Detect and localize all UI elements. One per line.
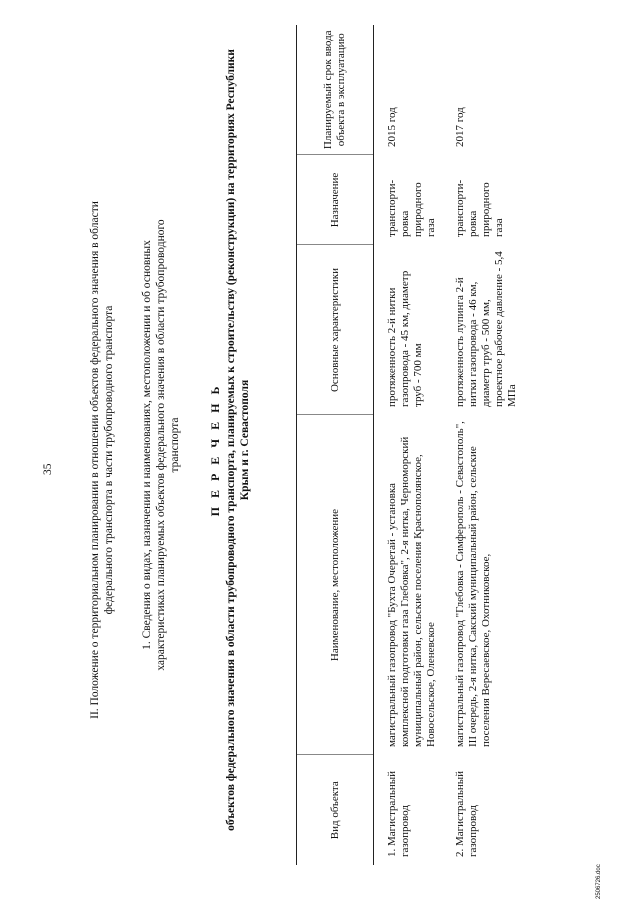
header-purpose: Назначение (297, 155, 374, 245)
cell-type: 2. Магистральный газопровод (454, 770, 479, 857)
cell-name: магистральный газопровод "Бухта Очеретай - установка комплексной подготовки газа Глебовка", 2-я нитка, Черноморский муниципальный район, сельские поселения Краснополянское, Новосельское, Оленевское (386, 436, 437, 747)
page-number: 35 (42, 463, 54, 475)
cell-term: 2017 год (454, 107, 466, 147)
list-title: П Е Р Е Ч Е Н Ь (208, 383, 222, 517)
subsection-heading: 1. Сведения о видах, назначении и наименованиях, местоположении и об основных характеристиках планируемых объектов федерального значения в области трубопроводного транспорта (141, 219, 181, 671)
header-characteristics: Основные характеристики (297, 245, 374, 415)
table-row (374, 25, 445, 865)
header-type: Вид объекта (297, 755, 374, 865)
objects-table (296, 25, 525, 865)
table-header-row (297, 25, 374, 865)
cell-type: 1. Магистральный газопровод (386, 770, 411, 857)
list-subtitle: объектов федерального значения в области трубопроводного транспорта, планируемых к строительству (реконструкции) на территориях Республики Крым и г. Севастополя (225, 49, 251, 831)
table-row (444, 25, 525, 865)
cell-purpose: транспорти-ровка природного газа (454, 179, 505, 237)
cell-characteristics: протяженность лупинга 2-й нитки газопровода - 46 км, диаметр труб - 500 мм, проектное рабочее давление - 5,4 МПа (454, 251, 518, 407)
file-id: 2506726.doc (596, 864, 602, 899)
cell-term: 2015 год (386, 107, 398, 147)
header-name: Наименование, местоположение (297, 415, 374, 755)
cell-purpose: транспорти-ровка природного газа (386, 179, 437, 237)
cell-name: магистральный газопровод "Глебовка - Симферополь - Севастополь", III очередь, 2-я нитка, Сакский муниципальный район, сельские поселения Вересаевское, Охотниковское, (454, 421, 492, 747)
header-term: Планируемый срок ввода объекта в эксплуатацию (297, 25, 374, 155)
cell-characteristics: протяженность 2-й нитки газопровода - 45 км, диаметр труб - 700 мм (386, 270, 424, 407)
section-heading: II. Положение о территориальном планировании в отношении объектов федерального значения в области федерального транспорта в части трубопроводного транспорта (89, 201, 115, 719)
